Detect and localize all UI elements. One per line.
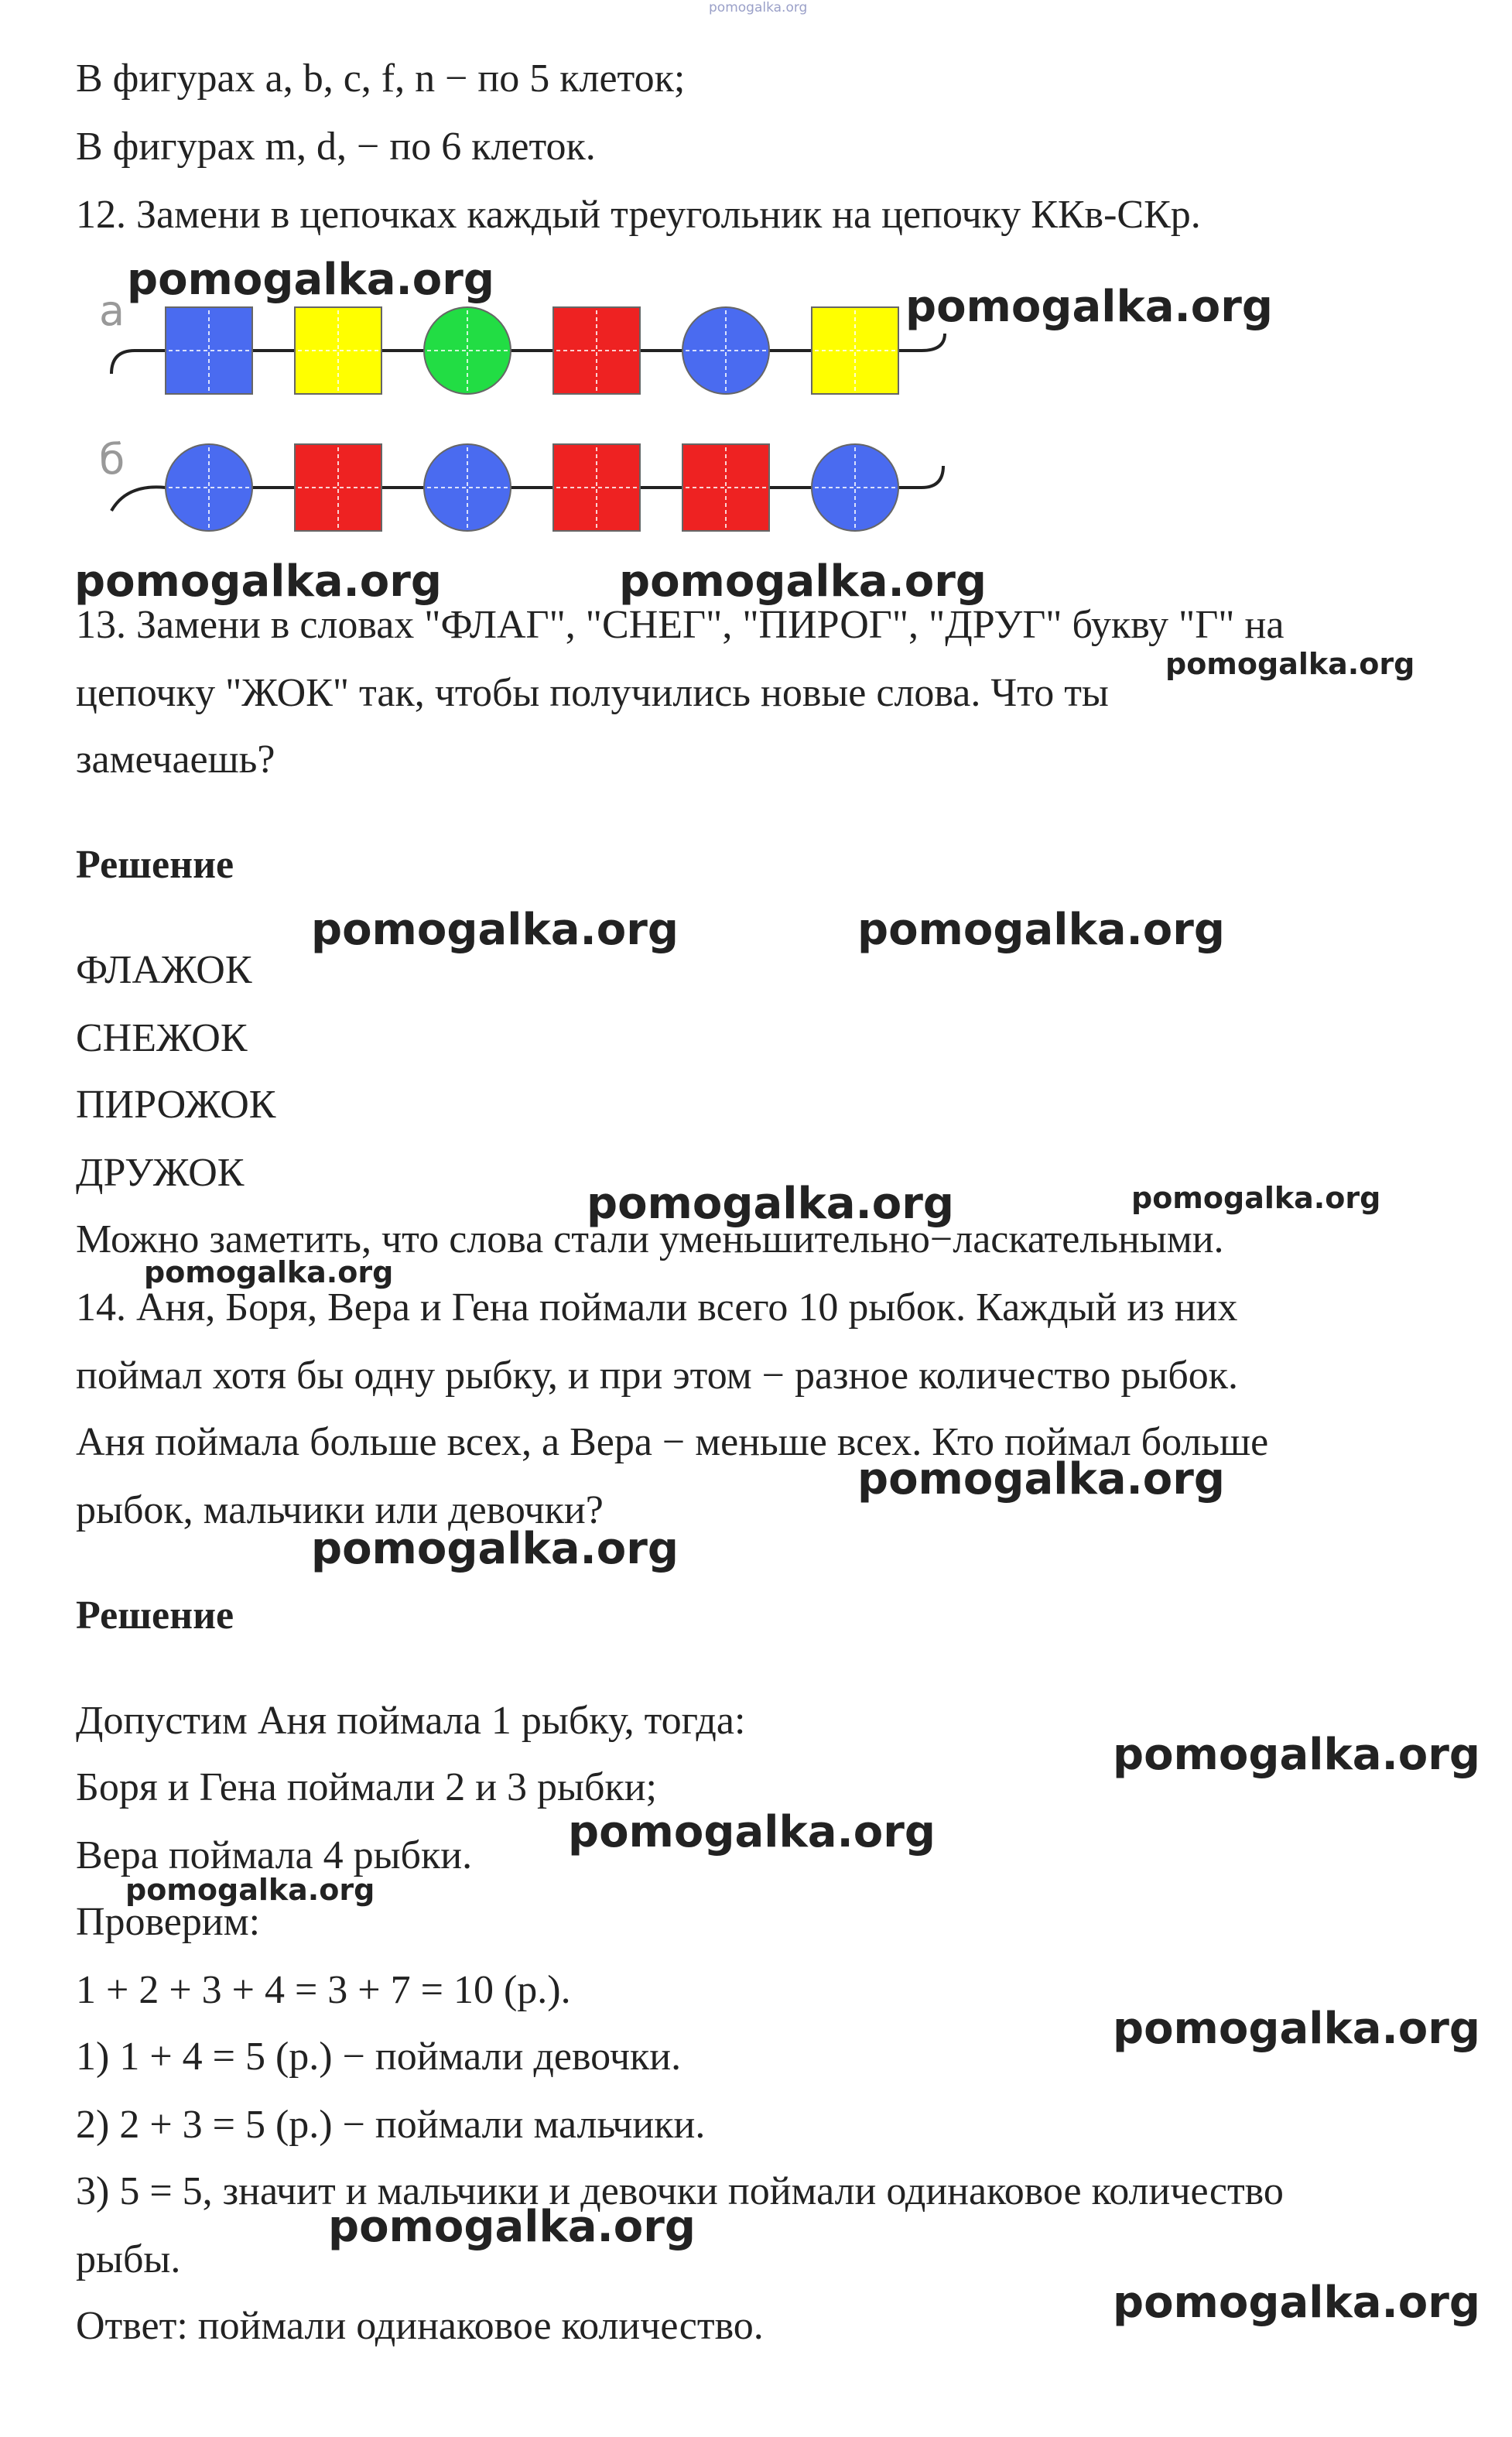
- solution-line-5: 1 + 2 + 3 + 4 = 3 + 7 = 10 (р.).: [76, 1968, 571, 2012]
- solution-line-3: Вера поймала 4 рыбки.: [76, 1833, 473, 1877]
- solution-line-1: Допустим Аня поймала 1 рыбку, тогда:: [76, 1699, 746, 1743]
- watermark: pomogalka.org: [857, 905, 1225, 955]
- solution-heading-14: Решение: [76, 1593, 234, 1638]
- task-12-text: 12. Замени в цепочках каждый треугольник на цепочку ККв-СКр.: [76, 193, 1201, 237]
- task-14-line-3: Аня поймала больше всех, а Вера − меньше всех. Кто поймал больше: [76, 1420, 1269, 1464]
- watermark: pomogalka.org: [1131, 1181, 1381, 1215]
- answer-line: Ответ: поймали одинаковое количество.: [76, 2304, 764, 2348]
- watermark: pomogalka.org: [568, 1807, 936, 1857]
- watermark: pomogalka.org: [1113, 2278, 1480, 2328]
- watermark: pomogalka.org: [328, 2202, 696, 2252]
- chain-tail-right: [898, 334, 945, 351]
- word-4: ДРУЖОК: [76, 1151, 245, 1195]
- text-line-1: В фигурах a, b, c, f, n − по 5 клеток;: [76, 56, 686, 101]
- word-2: СНЕЖОК: [76, 1016, 248, 1060]
- solution-heading-13: Решение: [76, 843, 234, 887]
- observation-text: Можно заметить, что слова стали уменьшительно−ласкательными.: [76, 1217, 1224, 1261]
- watermark: pomogalka.org: [1165, 647, 1415, 681]
- text-line-2: В фигурах m, d, − по 6 клеток.: [76, 125, 596, 169]
- watermark: pomogalka.org: [1113, 2004, 1480, 2054]
- chain-tail-right: [898, 466, 943, 488]
- solution-line-9: рыбы.: [76, 2237, 181, 2281]
- watermark: pomogalka.org: [619, 556, 987, 607]
- watermark: pomogalka.org: [311, 905, 679, 955]
- watermark: pomogalka.org: [311, 1524, 679, 1574]
- watermark: pomogalka.org: [144, 1255, 394, 1289]
- watermark: pomogalka.org: [857, 1454, 1225, 1504]
- solution-line-4: Проверим:: [76, 1900, 261, 1944]
- watermark: pomogalka.org: [74, 556, 442, 607]
- watermark: pomogalka.org: [1113, 1730, 1480, 1780]
- chain-b: [111, 444, 943, 531]
- task-13-line-2: цепочку "ЖОК" так, чтобы получились новые слова. Что ты: [76, 671, 1109, 715]
- chain-tail-left: [111, 487, 166, 511]
- top-watermark: pomogalka.org: [709, 0, 808, 15]
- solution-line-8: 3) 5 = 5, значит и мальчики и девочки поймали одинаковое количество: [76, 2169, 1284, 2213]
- chain-tail-left: [111, 351, 166, 374]
- watermark: pomogalka.org: [905, 282, 1273, 332]
- task-13-line-3: замечаешь?: [76, 738, 275, 782]
- chain-label-a: а: [99, 286, 125, 335]
- task-14-line-4: рыбок, мальчики или девочки?: [76, 1488, 604, 1532]
- watermark: pomogalka.org: [125, 1873, 375, 1907]
- word-1: ФЛАЖОК: [76, 948, 252, 992]
- solution-line-2: Боря и Гена поймали 2 и 3 рыбки;: [76, 1765, 657, 1809]
- chain-label-b: б: [99, 435, 125, 484]
- task-13-line-1: 13. Замени в словах "ФЛАГ", "СНЕГ", "ПИРОГ", "ДРУГ" букву "Г" на: [76, 603, 1285, 647]
- solution-line-7: 2) 2 + 3 = 5 (р.) − поймали мальчики.: [76, 2103, 706, 2147]
- task-14-line-1: 14. Аня, Боря, Вера и Гена поймали всего 10 рыбок. Каждый из них: [76, 1285, 1238, 1330]
- task-14-line-2: поймал хотя бы одну рыбку, и при этом − разное количество рыбок.: [76, 1354, 1239, 1398]
- solution-line-6: 1) 1 + 4 = 5 (р.) − поймали девочки.: [76, 2035, 682, 2079]
- chain-a: [111, 307, 945, 394]
- watermark: pomogalka.org: [587, 1179, 954, 1229]
- word-3: ПИРОЖОК: [76, 1083, 276, 1127]
- watermark: pomogalka.org: [127, 255, 494, 305]
